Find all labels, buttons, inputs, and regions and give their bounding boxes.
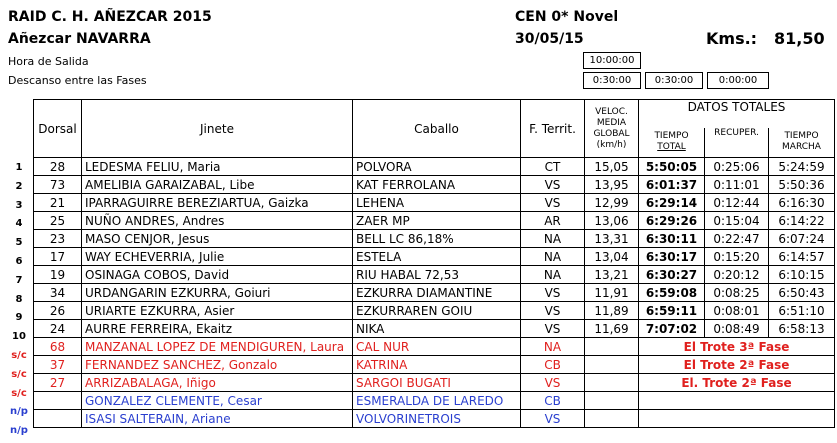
- cell-jinete: ARRIZABALAGA, Iñigo: [82, 374, 353, 392]
- col-veloc: [585, 100, 639, 158]
- cell-jinete: NUÑO ANDRES, Andres: [82, 212, 353, 230]
- cell-tiempo-marcha: 6:14:22: [769, 212, 835, 230]
- table-row: [34, 284, 835, 302]
- col-datos-totales: DATOS TOTALES: [639, 100, 835, 128]
- cell-territ: CT: [521, 158, 585, 176]
- cell-dorsal: 21: [34, 194, 82, 212]
- cell-jinete: MANZANAL LOPEZ DE MENDIGUREN, Laura: [82, 338, 353, 356]
- cell-recuper: 0:15:20: [705, 248, 769, 266]
- cell-dorsal: [34, 392, 82, 410]
- col-caballo: Caballo: [353, 100, 521, 158]
- cell-tiempo-marcha: 6:10:15: [769, 266, 835, 284]
- cell-jinete: OSINAGA COBOS, David: [82, 266, 353, 284]
- cell-dorsal: 34: [34, 284, 82, 302]
- cell-veloc: 13,04: [585, 248, 639, 266]
- cell-recuper: 0:15:04: [705, 212, 769, 230]
- col-recuper: RECUPER.: [705, 128, 769, 158]
- cell-caballo: VOLVORINETROIS: [353, 410, 521, 428]
- row-position: s/c: [11, 350, 27, 361]
- table-row: [34, 320, 835, 338]
- cell-tiempo-total: 6:29:14: [639, 194, 705, 212]
- cell-jinete: IPARRAGUIRRE BEREZIARTUA, Gaizka: [82, 194, 353, 212]
- cell-tiempo-total: 6:01:37: [639, 176, 705, 194]
- cell-veloc: [585, 410, 639, 428]
- cell-territ: VS: [521, 302, 585, 320]
- cell-veloc: 11,89: [585, 302, 639, 320]
- rest-time-3: 0:00:00: [707, 72, 769, 89]
- cell-tiempo-total: 6:59:11: [639, 302, 705, 320]
- table-row: [34, 176, 835, 194]
- tiempo-marcha-line-2: MARCHA: [782, 142, 821, 153]
- cell-dorsal: 17: [34, 248, 82, 266]
- cell-recuper: 0:22:47: [705, 230, 769, 248]
- cell-caballo: ZAER MP: [353, 212, 521, 230]
- results-table: [33, 99, 835, 428]
- start-label: Hora de Salida: [8, 55, 89, 68]
- cell-jinete: AMELIBIA GARAIZABAL, Libe: [82, 176, 353, 194]
- cell-jinete: URIARTE EZKURRA, Asier: [82, 302, 353, 320]
- cell-territ: NA: [521, 230, 585, 248]
- cell-tiempo-total: 6:30:17: [639, 248, 705, 266]
- cell-caballo: EZKURRA DIAMANTINE: [353, 284, 521, 302]
- table-row: [34, 194, 835, 212]
- col-jinete: Jinete: [82, 100, 353, 158]
- cell-dorsal: 27: [34, 374, 82, 392]
- cell-dorsal: 68: [34, 338, 82, 356]
- table-row: [34, 212, 835, 230]
- table-row-np: [34, 392, 835, 410]
- cell-caballo: ESMERALDA DE LAREDO: [353, 392, 521, 410]
- cell-tiempo-marcha: 6:50:43: [769, 284, 835, 302]
- event-title: RAID C. H. AÑEZCAR 2015: [8, 9, 212, 25]
- cell-veloc: [585, 356, 639, 374]
- cell-caballo: RIU HABAL 72,53: [353, 266, 521, 284]
- cell-jinete: MASO CENJOR, Jesus: [82, 230, 353, 248]
- cell-tiempo-marcha: 6:51:10: [769, 302, 835, 320]
- cell-empty: [639, 392, 835, 410]
- cell-elimination-note: El. Trote 2ª Fase: [639, 374, 835, 392]
- cell-elimination-note: El Trote 3ª Fase: [639, 338, 835, 356]
- cell-recuper: 0:08:01: [705, 302, 769, 320]
- cell-jinete: FERNANDEZ SANCHEZ, Gonzalo: [82, 356, 353, 374]
- row-position: 4: [15, 218, 23, 230]
- event-category: CEN 0* Novel: [515, 9, 619, 25]
- row-position: 3: [15, 199, 23, 211]
- table-row: [34, 248, 835, 266]
- cell-caballo: POLVORA: [353, 158, 521, 176]
- cell-tiempo-total: 6:29:26: [639, 212, 705, 230]
- table-row: [34, 266, 835, 284]
- rest-time-1: 0:30:00: [583, 72, 641, 89]
- cell-caballo: KAT FERROLANA: [353, 176, 521, 194]
- cell-territ: NA: [521, 248, 585, 266]
- cell-caballo: EZKURRAREN GOIU: [353, 302, 521, 320]
- kms-label: Kms.:: [706, 29, 758, 48]
- event-date: 30/05/15: [515, 31, 584, 47]
- row-position: 2: [15, 180, 23, 192]
- cell-tiempo-marcha: 6:07:24: [769, 230, 835, 248]
- cell-territ: CB: [521, 356, 585, 374]
- cell-tiempo-total: 5:50:05: [639, 158, 705, 176]
- table-row-sc: [34, 338, 835, 356]
- cell-jinete: GONZALEZ CLEMENTE, Cesar: [82, 392, 353, 410]
- cell-veloc: 13,21: [585, 266, 639, 284]
- row-position: 10: [12, 331, 26, 343]
- cell-veloc: [585, 392, 639, 410]
- tiempo-total-line-2: TOTAL: [657, 142, 686, 153]
- cell-dorsal: 19: [34, 266, 82, 284]
- cell-tiempo-marcha: 6:14:57: [769, 248, 835, 266]
- cell-caballo: CAL NUR: [353, 338, 521, 356]
- cell-dorsal: 24: [34, 320, 82, 338]
- cell-dorsal: 73: [34, 176, 82, 194]
- cell-recuper: 0:12:44: [705, 194, 769, 212]
- cell-veloc: 11,91: [585, 284, 639, 302]
- col-tiempo-marcha: [769, 128, 835, 158]
- cell-veloc: 15,05: [585, 158, 639, 176]
- cell-jinete: WAY ECHEVERRIA, Julie: [82, 248, 353, 266]
- cell-territ: VS: [521, 194, 585, 212]
- cell-caballo: SARGOI BUGATI: [353, 374, 521, 392]
- veloc-line-2: MEDIA: [596, 117, 627, 128]
- cell-territ: NA: [521, 338, 585, 356]
- row-position: 5: [15, 237, 23, 249]
- cell-veloc: 12,99: [585, 194, 639, 212]
- event-location: Añezcar NAVARRA: [8, 31, 151, 47]
- veloc-line-1: VELOC.: [595, 106, 628, 117]
- cell-empty: [639, 410, 835, 428]
- cell-dorsal: 28: [34, 158, 82, 176]
- cell-jinete: LEDESMA FELIU, Maria: [82, 158, 353, 176]
- col-dorsal: Dorsal: [34, 100, 82, 158]
- table-row-sc: [34, 356, 835, 374]
- cell-recuper: 0:08:25: [705, 284, 769, 302]
- cell-tiempo-marcha: 5:24:59: [769, 158, 835, 176]
- row-position: n/p: [10, 425, 28, 437]
- cell-veloc: 13,31: [585, 230, 639, 248]
- table-row: [34, 158, 835, 176]
- cell-territ: AR: [521, 212, 585, 230]
- row-position: 9: [15, 312, 23, 324]
- cell-recuper: 0:20:12: [705, 266, 769, 284]
- rest-time-2: 0:30:00: [645, 72, 703, 89]
- table-row-sc: [34, 374, 835, 392]
- row-position: 1: [15, 162, 23, 173]
- cell-caballo: NIKA: [353, 320, 521, 338]
- cell-territ: CB: [521, 392, 585, 410]
- cell-jinete: ISASI SALTERAIN, Ariane: [82, 410, 353, 428]
- cell-veloc: 13,95: [585, 176, 639, 194]
- row-position: 8: [15, 293, 23, 305]
- cell-dorsal: 37: [34, 356, 82, 374]
- cell-dorsal: [34, 410, 82, 428]
- cell-elimination-note: El Trote 2ª Fase: [639, 356, 835, 374]
- kms-value: 81,50: [774, 29, 825, 48]
- row-position: 6: [15, 256, 23, 267]
- cell-tiempo-total: 6:30:11: [639, 230, 705, 248]
- cell-dorsal: 23: [34, 230, 82, 248]
- cell-tiempo-marcha: 6:58:13: [769, 320, 835, 338]
- cell-territ: VS: [521, 320, 585, 338]
- row-position: s/c: [11, 387, 27, 399]
- cell-territ: VS: [521, 284, 585, 302]
- table-row-np: [34, 410, 835, 428]
- col-territ: F. Territ.: [521, 100, 585, 158]
- veloc-line-4: (km/h): [596, 139, 627, 150]
- cell-tiempo-total: 6:30:27: [639, 266, 705, 284]
- cell-territ: NA: [521, 266, 585, 284]
- cell-tiempo-total: 7:07:02: [639, 320, 705, 338]
- row-position: n/p: [10, 406, 28, 418]
- cell-caballo: ESTELA: [353, 248, 521, 266]
- cell-recuper: 0:11:01: [705, 176, 769, 194]
- cell-territ: VS: [521, 176, 585, 194]
- start-time: 10:00:00: [583, 52, 641, 69]
- cell-recuper: 0:25:06: [705, 158, 769, 176]
- table-row: [34, 230, 835, 248]
- row-position: s/c: [11, 368, 27, 380]
- cell-veloc: 13,06: [585, 212, 639, 230]
- cell-dorsal: 26: [34, 302, 82, 320]
- cell-caballo: BELL LC 86,18%: [353, 230, 521, 248]
- cell-tiempo-marcha: 6:16:30: [769, 194, 835, 212]
- cell-territ: VS: [521, 410, 585, 428]
- tiempo-marcha-line-1: TIEMPO: [784, 131, 819, 142]
- cell-jinete: AURRE FERREIRA, Ekaitz: [82, 320, 353, 338]
- cell-veloc: [585, 374, 639, 392]
- rest-label: Descanso entre las Fases: [8, 74, 147, 87]
- cell-recuper: 0:08:49: [705, 320, 769, 338]
- table-row: [34, 302, 835, 320]
- cell-dorsal: 25: [34, 212, 82, 230]
- cell-tiempo-total: 6:59:08: [639, 284, 705, 302]
- tiempo-total-line-1: TIEMPO: [654, 131, 689, 142]
- cell-tiempo-marcha: 5:50:36: [769, 176, 835, 194]
- col-tiempo-total: [639, 128, 705, 158]
- cell-caballo: KATRINA: [353, 356, 521, 374]
- veloc-line-3: GLOBAL: [593, 128, 630, 139]
- cell-jinete: URDANGARIN EZKURRA, Goiuri: [82, 284, 353, 302]
- cell-veloc: [585, 338, 639, 356]
- cell-caballo: LEHENA: [353, 194, 521, 212]
- cell-veloc: 11,69: [585, 320, 639, 338]
- cell-territ: VS: [521, 374, 585, 392]
- row-position: 7: [15, 274, 23, 286]
